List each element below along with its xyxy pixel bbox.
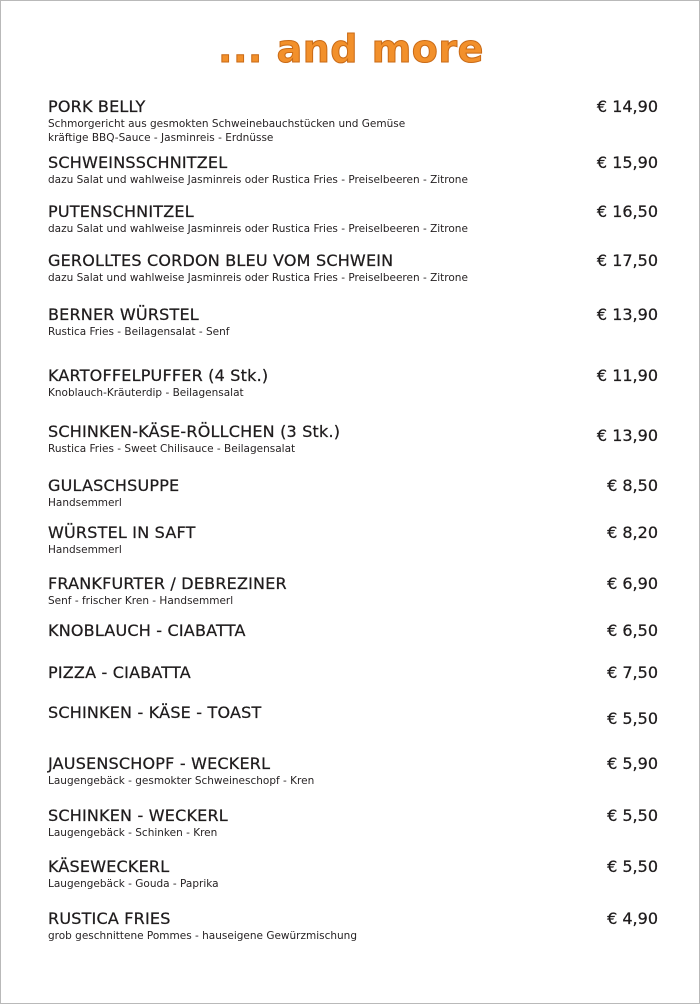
menu-item-price: € 16,50 [596, 202, 658, 221]
menu-item [48, 476, 660, 510]
menu-item-price: € 13,90 [596, 426, 658, 445]
menu-item-name: PIZZA - CIABATTA [48, 663, 191, 682]
menu-item-name: GULASCHSUPPE [48, 476, 180, 495]
menu-item-price: € 13,90 [596, 305, 658, 324]
menu-item [48, 422, 660, 456]
menu-item-name: SCHINKEN - KÄSE - TOAST [48, 703, 262, 722]
menu-item-name: SCHINKEN - WECKERL [48, 806, 228, 825]
menu-item-price: € 6,90 [607, 574, 658, 593]
menu-item [48, 857, 660, 891]
menu-item-price: € 15,90 [596, 153, 658, 172]
menu-item-description: Senf - frischer Kren - Handsemmerl [48, 595, 234, 607]
menu-item-price: € 7,50 [607, 663, 658, 682]
menu-item-name: SCHWEINSSCHNITZEL [48, 153, 228, 172]
menu-item-name: PUTENSCHNITZEL [48, 202, 194, 221]
menu-item-price: € 5,50 [607, 709, 658, 728]
menu-item [48, 754, 660, 788]
menu-item-price: € 5,50 [607, 806, 658, 825]
menu-item-name: KNOBLAUCH - CIABATTA [48, 621, 246, 640]
menu-item-name: RUSTICA FRIES [48, 909, 171, 928]
menu-item-description: Rustica Fries - Beilagensalat - Senf [48, 326, 230, 338]
menu-item [48, 574, 660, 608]
menu-item [48, 806, 660, 840]
menu-item-price: € 5,90 [607, 754, 658, 773]
menu-item-description: dazu Salat und wahlweise Jasminreis oder Rustica Fries - Preiselbeeren - Zitrone [48, 174, 468, 186]
menu-item-description: kräftige BBQ-Sauce - Jasminreis - Erdnüsse [48, 132, 274, 144]
menu-item-price: € 8,20 [607, 523, 658, 542]
menu-item-price: € 11,90 [596, 366, 658, 385]
menu-item-price: € 4,90 [607, 909, 658, 928]
menu-item-description: Handsemmerl [48, 497, 122, 509]
menu-item [48, 621, 660, 641]
menu-item-description: Handsemmerl [48, 544, 122, 556]
menu-item [48, 663, 660, 683]
menu-item-price: € 8,50 [607, 476, 658, 495]
menu-item [48, 366, 660, 400]
menu-item-name: KÄSEWECKERL [48, 857, 170, 876]
menu-item-description: Laugengebäck - Schinken - Kren [48, 827, 218, 839]
menu-item-description: Schmorgericht aus gesmokten Schweinebauchstücken und Gemüse [48, 118, 406, 130]
menu-item-description: Knoblauch-Kräuterdip - Beilagensalat [48, 387, 244, 399]
menu-item [48, 202, 660, 236]
menu-item [48, 909, 660, 943]
menu-item-description: Laugengebäck - Gouda - Paprika [48, 878, 219, 890]
menu-item-name: BERNER WÜRSTEL [48, 305, 199, 324]
menu-item-name: JAUSENSCHOPF - WECKERL [48, 754, 271, 773]
menu-item [48, 153, 660, 187]
menu-item [48, 523, 660, 557]
menu-item-name: KARTOFFELPUFFER (4 Stk.) [48, 366, 269, 385]
menu-item [48, 251, 660, 285]
menu-item [48, 703, 660, 723]
menu-item-price: € 14,90 [596, 97, 658, 116]
menu-item-name: PORK BELLY [48, 97, 146, 116]
menu-item [48, 305, 660, 339]
menu-item-description: Rustica Fries - Sweet Chilisauce - Beilagensalat [48, 443, 296, 455]
menu-item-description: grob geschnittene Pommes - hauseigene Gewürzmischung [48, 930, 358, 942]
menu-item-name: SCHINKEN-KÄSE-RÖLLCHEN (3 Stk.) [48, 422, 341, 441]
menu-item-description: dazu Salat und wahlweise Jasminreis oder Rustica Fries - Preiselbeeren - Zitrone [48, 272, 468, 284]
page-title: ... and more [218, 27, 484, 71]
menu-item-price: € 6,50 [607, 621, 658, 640]
menu-item [48, 97, 660, 145]
menu-item-description: Laugengebäck - gesmokter Schweineschopf - Kren [48, 775, 315, 787]
menu-item-name: WÜRSTEL IN SAFT [48, 523, 196, 542]
menu-item-price: € 5,50 [607, 857, 658, 876]
menu-item-name: FRANKFURTER / DEBREZINER [48, 574, 287, 593]
menu-item-description: dazu Salat und wahlweise Jasminreis oder Rustica Fries - Preiselbeeren - Zitrone [48, 223, 468, 235]
menu-item-name: GEROLLTES CORDON BLEU VOM SCHWEIN [48, 251, 394, 270]
menu-item-price: € 17,50 [596, 251, 658, 270]
